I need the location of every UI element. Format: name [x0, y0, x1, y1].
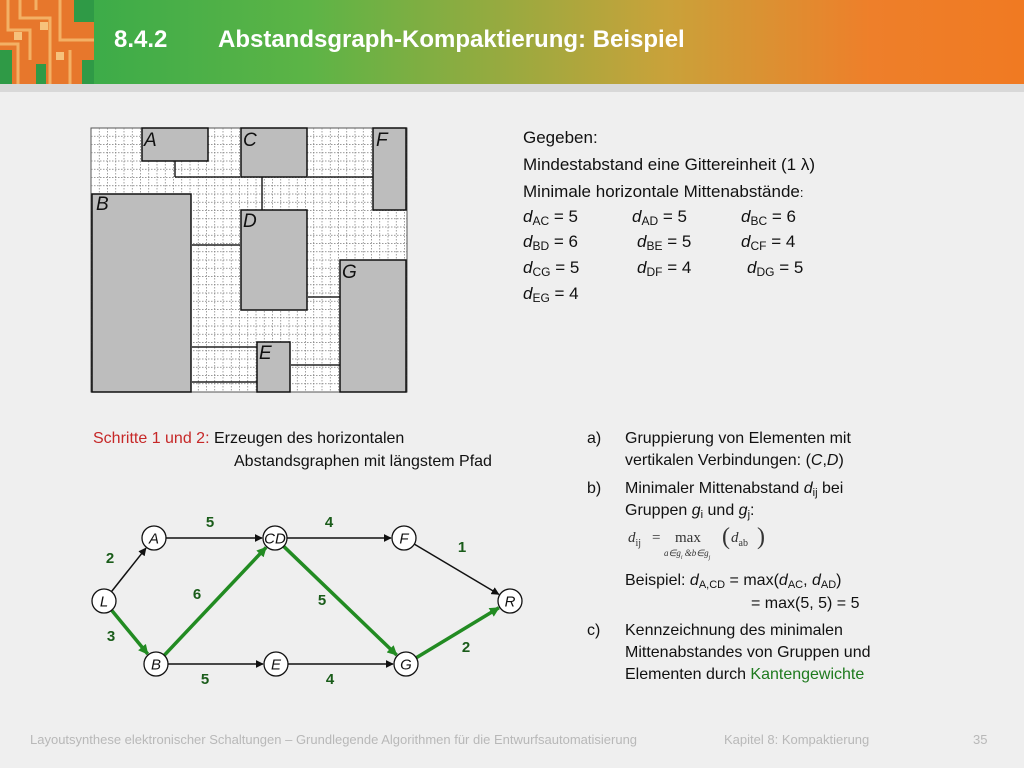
item-c-mark: c) — [587, 622, 601, 639]
lambda-symbol: λ — [800, 155, 810, 174]
item-b-g2-sub: j — [747, 509, 751, 521]
weight-b-cd: 6 — [192, 586, 202, 603]
example-label: Beispiel: — [625, 572, 690, 589]
slide-header — [0, 0, 1024, 84]
page-number: 35 — [973, 732, 988, 747]
item-b-g1: g — [691, 502, 701, 519]
item-b-colon: : — [750, 502, 755, 519]
cell-b — [92, 194, 191, 392]
weight-cd-g: 5 — [317, 592, 327, 609]
distance-df: $d_{DF} = 4$ — [637, 258, 692, 279]
distance-cf: $d_{CF} = 4$ — [741, 232, 796, 253]
footer-chapter: Kapitel 8: Kompaktierung — [724, 732, 870, 747]
section-number: 8.4.2 — [114, 26, 168, 53]
kantengewichte-label: Kantengewichte — [750, 666, 865, 683]
item-b-g1-sub: i — [700, 509, 704, 521]
cell-label-d: D — [243, 211, 257, 232]
weight-cd-f: 4 — [324, 514, 334, 531]
distance-cg: $d_{CG} = 5$ — [523, 258, 580, 279]
node-label-f: F — [399, 530, 409, 548]
node-label-l: L — [99, 593, 109, 611]
edge-f-r — [414, 544, 499, 594]
node-label-cd: CD — [264, 530, 286, 548]
item-a-text: vertikalen Verbindungen: ( — [625, 452, 811, 469]
distance-eg: $d_{EG} = 4$ — [523, 284, 579, 305]
center-distances-colon: : — [799, 185, 804, 200]
title-text: Abstandsgraph-Kompaktierung: Beispiel — [218, 26, 685, 53]
example-line-2: = max(5, 5) = 5 — [751, 595, 860, 612]
distance-graph — [80, 512, 540, 702]
cell-label-b: B — [96, 194, 109, 215]
distance-ad: $d_{AD} = 5$ — [632, 207, 687, 228]
item-a-c: C — [810, 452, 823, 469]
weight-l-a: 2 — [105, 550, 115, 567]
max-formula — [628, 524, 768, 566]
distance-be: $d_{BE} = 5$ — [637, 232, 692, 253]
item-b-bei: bei — [817, 480, 844, 497]
header-divider — [0, 84, 1024, 92]
center-distances-text: Minimale horizontale Mittenabstände — [523, 182, 800, 201]
item-b-text: Minimaler Mittenabstand — [625, 480, 804, 497]
weight-l-b: 3 — [106, 628, 116, 645]
item-c-line-3 — [625, 664, 864, 686]
item-a-comma: , — [822, 452, 827, 469]
item-a-d: D — [826, 452, 839, 469]
item-b-line-1 — [625, 478, 843, 500]
node-label-e: E — [270, 656, 282, 674]
item-b-d: d — [803, 480, 813, 497]
node-label-r: R — [504, 593, 516, 611]
node-label-a: A — [148, 530, 160, 548]
given-min-spacing — [523, 153, 815, 177]
weight-g-r: 2 — [461, 639, 471, 656]
node-label-g: G — [400, 656, 412, 674]
min-spacing-close: ) — [809, 155, 815, 174]
footer-course: Layoutsynthese elektronischer Schaltungen – Grundlegende Algorithmen für die Entwurfsautomatisierung — [30, 732, 638, 747]
item-a-line-2 — [625, 450, 844, 472]
formula-max: max — [675, 530, 701, 546]
steps-line-1 — [93, 428, 404, 450]
given-heading: Gegeben: — [523, 128, 598, 147]
steps-line-2: Abstandsgraphen mit längstem Pfad — [234, 453, 492, 470]
item-a-close: ) — [838, 452, 844, 469]
slide-title — [114, 26, 685, 54]
steps-text-1: Erzeugen des horizontalen — [209, 430, 405, 447]
formula-eq: = — [652, 530, 661, 546]
steps-colon: : — [205, 430, 210, 447]
circuit-logo — [0, 0, 94, 84]
item-a-line-1: Gruppierung von Elementen mit — [625, 430, 851, 447]
cell-label-f: F — [376, 130, 388, 151]
item-c-text: Elementen durch — [625, 666, 751, 683]
item-b-mark: b) — [587, 480, 602, 497]
edge-l-a — [111, 548, 145, 591]
item-b-d-sub: ij — [812, 487, 818, 499]
cell-label-e: E — [259, 343, 272, 364]
cell-label-g: G — [342, 262, 357, 283]
weight-e-g: 4 — [325, 671, 335, 688]
formula-lhs: $d_{ij}$ — [628, 530, 642, 549]
item-b-line-2 — [625, 500, 754, 522]
item-a-mark: a) — [587, 430, 602, 447]
example-line-1: Beispiel: $d_{A,CD} = \max(d_{AC}$, $d_{AD}$) — [625, 572, 842, 591]
edge-g-r — [416, 608, 499, 658]
min-spacing-text: Mindestabstand eine Gittereinheit (1 — [523, 155, 801, 174]
item-c-line-2: Mittenabstandes von Gruppen und — [625, 644, 871, 661]
node-label-b: B — [150, 656, 162, 674]
distance-ac: $d_{AC} = 5$ — [523, 207, 578, 228]
item-b-gruppen: Gruppen — [625, 502, 692, 519]
formula-range: $a\in g_i$ $\&b\in g_j$ — [664, 548, 711, 561]
formula-dab: $d_{ab}$ — [731, 530, 748, 549]
distance-bc: $d_{BC} = 6$ — [741, 207, 796, 228]
edge-l-b — [112, 610, 148, 654]
weight-f-r: 1 — [457, 539, 467, 556]
weight-a-cd: 5 — [205, 514, 215, 531]
formula-open: ( — [722, 524, 730, 550]
layout-grid-figure — [90, 126, 410, 394]
edge-b-cd — [164, 547, 266, 655]
cell-label-a: A — [144, 130, 157, 151]
steps-label: Schritte 1 und 2 — [93, 430, 206, 447]
formula-close: ) — [757, 524, 765, 550]
weight-b-e: 5 — [200, 671, 210, 688]
given-center-distances — [523, 180, 804, 205]
item-c-line-1: Kennzeichnung des minimalen — [625, 622, 843, 639]
item-b-und: und — [703, 502, 739, 519]
distance-bd: $d_{BD} = 6$ — [523, 232, 578, 253]
edge-cd-g — [284, 546, 397, 655]
item-b-g2: g — [738, 502, 748, 519]
graph-edges — [111, 538, 498, 664]
cell-label-c: C — [243, 130, 257, 151]
distance-dg: $d_{DG} = 5$ — [747, 258, 804, 279]
